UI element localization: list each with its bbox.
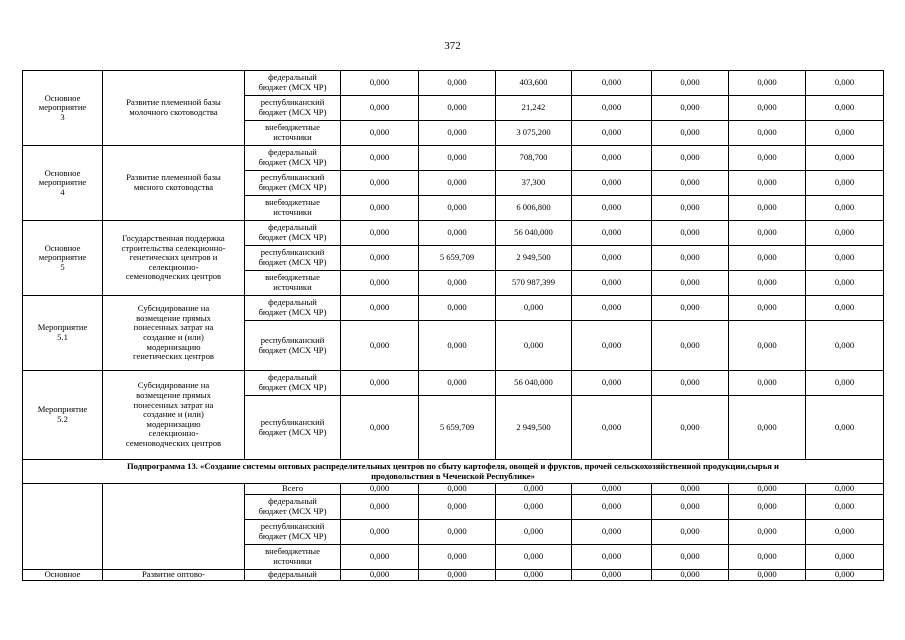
funding-source-line: бюджет (МСХ ЧР) xyxy=(258,506,327,516)
funding-source-cell xyxy=(245,196,341,221)
funding-source-line: бюджет (МСХ ЧР) xyxy=(258,382,327,392)
event-title-line: модернизацию xyxy=(146,341,201,352)
value-cell: 0,000 xyxy=(729,545,806,570)
event-label-cell xyxy=(23,371,103,460)
subprogram-title-line: Подпрограмма 13. «Создание системы оптовых распределительных центров по сбыту картофеля, овощей и фруктов, прочей сельскохозяйственной продукции,сырья и xyxy=(126,460,779,471)
funding-source-line: внебюджетные xyxy=(265,197,320,208)
funding-source-line: внебюджетные xyxy=(265,546,320,557)
value-cell: 37,300 xyxy=(496,171,572,196)
funding-source-cell xyxy=(245,321,341,371)
event-title-line: Субсидирование на xyxy=(137,303,210,314)
value-cell: 0,000 xyxy=(572,221,652,246)
value-cell: 0,000 xyxy=(341,570,419,581)
value-cell: 0,000 xyxy=(341,121,419,146)
event-title-line: мясного скотоводства xyxy=(133,182,214,192)
value-cell: 0,000 xyxy=(572,545,652,570)
value-cell: 0,000 xyxy=(806,196,884,221)
value-cell: 0,000 xyxy=(806,321,884,371)
funding-source-line: федеральный xyxy=(268,147,317,158)
value-cell: 0,000 xyxy=(419,545,496,570)
value-cell: 0,000 xyxy=(729,196,806,221)
funding-source-line: бюджет (МСХ ЧР) xyxy=(258,107,327,117)
value-cell: 0,000 xyxy=(806,96,884,121)
event-label-line: мероприятие xyxy=(38,252,87,263)
value-cell: 0,000 xyxy=(729,221,806,246)
value-cell: 0,000 xyxy=(806,271,884,296)
value-cell: 0,000 xyxy=(341,296,419,321)
event-title-cell xyxy=(103,221,245,296)
event-title-line: понесенных затрат на xyxy=(133,399,214,410)
funding-source-cell xyxy=(245,545,341,570)
value-cell: 0,000 xyxy=(729,484,806,495)
value-cell: 0,000 xyxy=(341,495,419,520)
event-label-line: 5.1 xyxy=(57,332,68,342)
value-cell: 0,000 xyxy=(652,171,729,196)
funding-source-cell xyxy=(245,246,341,271)
table-row xyxy=(23,296,884,321)
value-cell: 0,000 xyxy=(572,371,652,396)
event-title-cell xyxy=(103,296,245,371)
value-cell: 0,000 xyxy=(652,371,729,396)
funding-source-cell xyxy=(245,171,341,196)
value-cell: 570 987,399 xyxy=(496,271,572,296)
value-cell: 0,000 xyxy=(806,570,884,581)
value-cell: 0,000 xyxy=(729,371,806,396)
subprogram-title xyxy=(23,460,884,484)
value-cell: 0,000 xyxy=(572,495,652,520)
value-cell: 0,000 xyxy=(419,371,496,396)
funding-source-cell xyxy=(245,396,341,460)
value-cell: 0,000 xyxy=(419,296,496,321)
table-row xyxy=(23,71,884,96)
value-cell: 0,000 xyxy=(652,396,729,460)
event-title-line: модернизацию xyxy=(146,418,201,429)
funding-source-line: бюджет (МСХ ЧР) xyxy=(258,232,327,242)
value-cell: 0,000 xyxy=(572,121,652,146)
event-title-line: возмещение прямых xyxy=(136,390,211,401)
value-cell: 0,000 xyxy=(806,246,884,271)
value-cell: 0,000 xyxy=(496,484,572,495)
funding-source-line: федеральный xyxy=(268,222,317,233)
event-label-line: 3 xyxy=(60,111,65,122)
value-cell: 0,000 xyxy=(419,71,496,96)
value-cell: 0,000 xyxy=(652,121,729,146)
value-cell: 0,000 xyxy=(341,520,419,545)
value-cell: 0,000 xyxy=(652,271,729,296)
value-cell: 0,000 xyxy=(496,545,572,570)
value-cell: 708,700 xyxy=(496,146,572,171)
funding-source-cell xyxy=(245,146,341,171)
event-title-line: семеноводческих центров xyxy=(125,437,222,448)
value-cell: 0,000 xyxy=(341,221,419,246)
funding-source-line: федеральный xyxy=(268,72,317,83)
funding-source-cell xyxy=(245,221,341,246)
value-cell: 6 006,800 xyxy=(496,196,572,221)
event-label-cell xyxy=(23,71,103,146)
funding-source-line: федеральный xyxy=(268,297,317,308)
funding-source-cell xyxy=(245,296,341,321)
value-cell: 0,000 xyxy=(806,71,884,96)
budget-table xyxy=(22,70,884,581)
value-cell: 0,000 xyxy=(419,121,496,146)
event-title-line: понесенных затрат на xyxy=(133,322,214,333)
funding-source-line: источники xyxy=(273,207,312,217)
funding-source-line: республиканский xyxy=(260,247,325,258)
funding-source-cell xyxy=(245,96,341,121)
event-title-line: Субсидирование на xyxy=(137,380,210,391)
value-cell: 0,000 xyxy=(341,146,419,171)
value-cell: 3 075,200 xyxy=(496,121,572,146)
funding-source-line: бюджет (МСХ ЧР) xyxy=(258,82,327,92)
funding-source-cell xyxy=(245,520,341,545)
value-cell: 0,000 xyxy=(729,296,806,321)
value-cell: 0,000 xyxy=(419,484,496,495)
value-cell: 0,000 xyxy=(341,196,419,221)
value-cell: 0,000 xyxy=(572,171,652,196)
event-label-cell: Основное xyxy=(23,570,103,581)
value-cell: 0,000 xyxy=(806,484,884,495)
value-cell: 0,000 xyxy=(652,296,729,321)
funding-source-line: источники xyxy=(273,282,312,292)
value-cell: 0,000 xyxy=(572,321,652,371)
value-cell: 0,000 xyxy=(341,171,419,196)
event-label-line: Мероприятие xyxy=(37,404,88,415)
value-cell: 0,000 xyxy=(652,221,729,246)
funding-source-line: бюджет (МСХ ЧР) xyxy=(258,426,327,437)
value-cell: 0,000 xyxy=(729,570,806,581)
value-cell: 0,000 xyxy=(341,71,419,96)
event-label-cell xyxy=(23,296,103,371)
funding-source-cell xyxy=(245,371,341,396)
value-cell: 56 040,000 xyxy=(496,371,572,396)
value-cell: 0,000 xyxy=(341,96,419,121)
funding-source-line: источники xyxy=(273,132,312,142)
event-title-line: Развитие племенной базы xyxy=(126,172,221,183)
value-cell: 0,000 xyxy=(572,396,652,460)
subprogram-title-line: продовольствия в Чеченской Республике» xyxy=(371,470,535,481)
value-cell: 0,000 xyxy=(419,570,496,581)
value-cell: 403,600 xyxy=(496,71,572,96)
value-cell: 0,000 xyxy=(572,146,652,171)
table-row xyxy=(23,146,884,171)
value-cell: 0,000 xyxy=(652,484,729,495)
value-cell: 0,000 xyxy=(496,520,572,545)
funding-source-cell xyxy=(245,121,341,146)
value-cell: 0,000 xyxy=(572,96,652,121)
event-label-line: 5.2 xyxy=(57,414,68,424)
event-title-line: селекционно- xyxy=(148,428,199,439)
funding-source-cell: федеральный xyxy=(245,570,341,581)
value-cell: 0,000 xyxy=(652,545,729,570)
value-cell: 0,000 xyxy=(729,96,806,121)
event-label-line: Основное xyxy=(44,242,81,253)
funding-source-line: бюджет (МСХ ЧР) xyxy=(258,157,327,167)
page-number: 372 xyxy=(444,40,461,52)
value-cell: 5 659,709 xyxy=(419,246,496,271)
value-cell: 0,000 xyxy=(341,271,419,296)
funding-source-line: источники xyxy=(273,556,312,566)
value-cell: 0,000 xyxy=(729,271,806,296)
funding-source-line: внебюджетные xyxy=(265,272,320,283)
value-cell: 0,000 xyxy=(419,146,496,171)
value-cell: 0,000 xyxy=(419,96,496,121)
value-cell: 0,000 xyxy=(419,221,496,246)
event-label-cell xyxy=(23,221,103,296)
table-row xyxy=(23,570,884,581)
value-cell: 0,000 xyxy=(572,570,652,581)
funding-source-line: внебюджетные xyxy=(265,122,320,133)
value-cell: 0,000 xyxy=(496,321,572,371)
event-title-line: создание и (или) xyxy=(143,409,204,420)
funding-source-line: бюджет (МСХ ЧР) xyxy=(258,531,327,541)
funding-source-line: бюджет (МСХ ЧР) xyxy=(258,307,327,317)
event-label-line: Основное xyxy=(44,92,81,103)
event-label-line: Основное xyxy=(44,167,81,178)
value-cell: 0,000 xyxy=(652,71,729,96)
value-cell: 0,000 xyxy=(729,121,806,146)
value-cell: 0,000 xyxy=(806,121,884,146)
funding-source-cell xyxy=(245,495,341,520)
event-title-line: молочного скотоводства xyxy=(129,107,218,117)
funding-source-cell xyxy=(245,271,341,296)
funding-source-line: республиканский xyxy=(260,521,325,532)
value-cell: 0,000 xyxy=(729,396,806,460)
value-cell: 0,000 xyxy=(419,196,496,221)
value-cell: 0,000 xyxy=(729,71,806,96)
value-cell: 0,000 xyxy=(572,271,652,296)
value-cell: 0,000 xyxy=(341,321,419,371)
value-cell: 0,000 xyxy=(341,371,419,396)
value-cell: 0,000 xyxy=(572,484,652,495)
empty-title-cell xyxy=(103,484,245,570)
value-cell: 0,000 xyxy=(729,321,806,371)
funding-source-line: республиканский xyxy=(260,172,325,183)
value-cell: 0,000 xyxy=(572,196,652,221)
event-title-cell xyxy=(103,371,245,460)
event-label-cell xyxy=(23,146,103,221)
event-label-line: мероприятие xyxy=(38,177,87,188)
table-row xyxy=(23,371,884,396)
funding-source-line: федеральный xyxy=(268,496,317,507)
funding-source-line: бюджет (МСХ ЧР) xyxy=(258,257,327,267)
value-cell: 0,000 xyxy=(419,520,496,545)
event-label-line: 5 xyxy=(60,261,65,272)
value-cell: 0,000 xyxy=(652,246,729,271)
funding-source-line: бюджет (МСХ ЧР) xyxy=(258,182,327,192)
value-cell: 0,000 xyxy=(806,545,884,570)
event-label-line: 4 xyxy=(60,186,65,197)
event-title-cell: Развитие оптово- xyxy=(103,570,245,581)
value-cell: 0,000 xyxy=(572,246,652,271)
value-cell: 0,000 xyxy=(806,171,884,196)
value-cell: 0,000 xyxy=(652,520,729,545)
value-cell: 56 040,000 xyxy=(496,221,572,246)
value-cell: 0,000 xyxy=(419,171,496,196)
funding-source-line: бюджет (МСХ ЧР) xyxy=(258,344,327,355)
subprogram-header-row xyxy=(23,460,884,484)
event-title-line: генетических центров xyxy=(133,351,214,362)
value-cell: 0,000 xyxy=(572,520,652,545)
event-title-cell xyxy=(103,71,245,146)
value-cell: 0,000 xyxy=(806,495,884,520)
event-title-line: Государственная поддержка xyxy=(122,233,225,244)
funding-source-line: республиканский xyxy=(260,334,325,345)
value-cell: 0,000 xyxy=(652,495,729,520)
event-label-line: Мероприятие xyxy=(37,322,88,333)
event-title-line: Развитие племенной базы xyxy=(126,97,221,108)
value-cell: 0,000 xyxy=(419,271,496,296)
event-title-line: селекционно- xyxy=(148,261,199,272)
value-cell: 0,000 xyxy=(806,296,884,321)
funding-source-line: федеральный xyxy=(268,372,317,383)
event-title-line: создание и (или) xyxy=(143,332,204,342)
value-cell: 0,000 xyxy=(729,171,806,196)
value-cell: 0,000 xyxy=(496,296,572,321)
event-label-line: мероприятие xyxy=(38,102,87,113)
value-cell: 0,000 xyxy=(729,246,806,271)
value-cell: 0,000 xyxy=(419,321,496,371)
table-row xyxy=(23,221,884,246)
empty-label-cell xyxy=(23,484,103,570)
value-cell: 2 949,500 xyxy=(496,246,572,271)
value-cell: 0,000 xyxy=(729,146,806,171)
value-cell: 21,242 xyxy=(496,96,572,121)
value-cell: 0,000 xyxy=(572,296,652,321)
value-cell: 0,000 xyxy=(341,484,419,495)
event-title-line: семеноводческих центров xyxy=(125,271,222,282)
value-cell: 0,000 xyxy=(652,146,729,171)
funding-source-line: республиканский xyxy=(260,416,325,427)
value-cell: 0,000 xyxy=(496,495,572,520)
value-cell: 0,000 xyxy=(652,96,729,121)
value-cell: 0,000 xyxy=(806,396,884,460)
value-cell: 0,000 xyxy=(806,221,884,246)
event-title-line: возмещение прямых xyxy=(136,312,211,323)
event-title-line: строительства селекционно- xyxy=(121,242,226,253)
value-cell: 0,000 xyxy=(652,321,729,371)
funding-source-cell: Всего xyxy=(245,484,341,495)
value-cell: 5 659,709 xyxy=(419,396,496,460)
table-body xyxy=(23,71,884,581)
event-title-line: генетических центров и xyxy=(129,252,218,263)
value-cell: 0,000 xyxy=(806,371,884,396)
value-cell: 0,000 xyxy=(341,545,419,570)
value-cell: 2 949,500 xyxy=(496,396,572,460)
value-cell: 0,000 xyxy=(341,396,419,460)
value-cell: 0,000 xyxy=(341,246,419,271)
funding-source-line: республиканский xyxy=(260,97,325,108)
value-cell: 0,000 xyxy=(652,570,729,581)
value-cell: 0,000 xyxy=(652,196,729,221)
value-cell: 0,000 xyxy=(496,570,572,581)
event-title-cell xyxy=(103,146,245,221)
table-row xyxy=(23,484,884,495)
funding-source-cell xyxy=(245,71,341,96)
value-cell: 0,000 xyxy=(806,146,884,171)
value-cell: 0,000 xyxy=(806,520,884,545)
value-cell: 0,000 xyxy=(729,495,806,520)
value-cell: 0,000 xyxy=(572,71,652,96)
value-cell: 0,000 xyxy=(729,520,806,545)
value-cell: 0,000 xyxy=(419,495,496,520)
